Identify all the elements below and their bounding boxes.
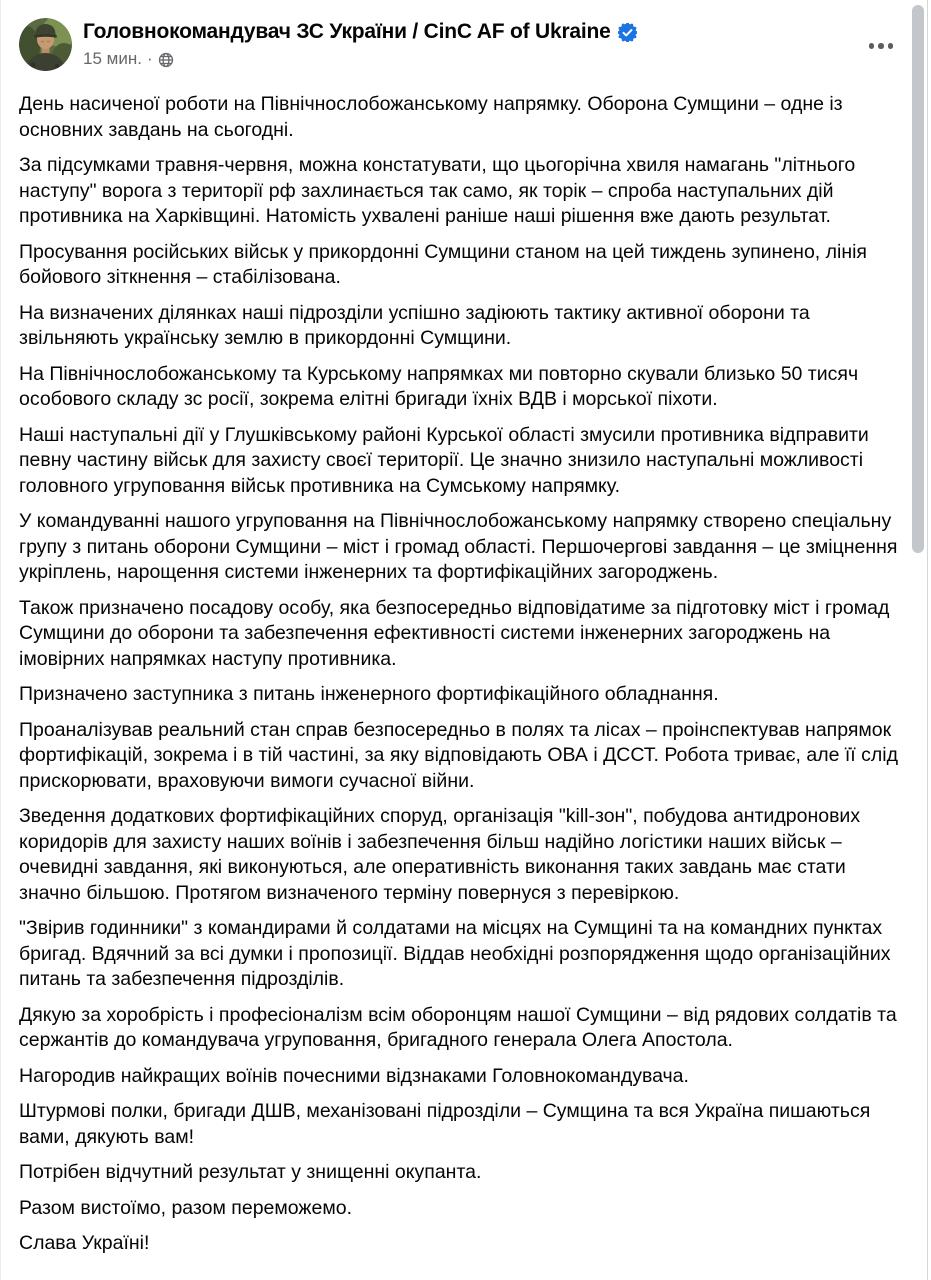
window-edge-divider bbox=[927, 0, 928, 1280]
globe-public-icon bbox=[158, 52, 174, 68]
post-paragraph: Зведення додаткових фортифікаційних споруд, організація "kill-зон", побудова антидронових коридорів для захисту наших воїнів і забезпечення більш надійно логістики наших військ – очевидні завдання, які виконуються, але оперативність виконання таких завдань має стати значно більшою. Протягом визначеного терміну повернуся з перевіркою. bbox=[19, 805, 861, 904]
three-dots-menu-icon bbox=[888, 43, 894, 49]
post-paragraph: Проаналізував реальний стан справ безпосередньо в полях та лісах – проінспектував напрямок фортифікацій, зокрема і в тій частині, за яку відповідають ОВА і ДССТ. Робота триває, але її слід прискорювати, враховуючи вимоги сучасної війни. bbox=[19, 718, 898, 792]
post-options-button[interactable] bbox=[863, 31, 900, 61]
name-row bbox=[83, 20, 863, 44]
page-name-link[interactable]: Головнокомандувач ЗС України / CinC AF of Ukraine bbox=[83, 20, 611, 43]
post-body bbox=[19, 92, 901, 1257]
post-paragraph: На визначених ділянках наші підрозділи успішно задіюють тактику активної оборони та звільняють українську землю в прикордонні Сумщини. bbox=[19, 301, 810, 349]
avatar-photo-icon bbox=[19, 18, 72, 71]
post-paragraph: День насиченої роботи на Північнослобожанському напрямку. Оборона Сумщини – одне із основних завдань на сьогодні. bbox=[19, 93, 843, 141]
timestamp-link[interactable]: 15 мин. bbox=[83, 49, 142, 68]
verified-badge-icon bbox=[618, 23, 637, 42]
post-header bbox=[19, 18, 901, 71]
three-dots-menu-icon bbox=[869, 43, 875, 49]
meta-separator: · bbox=[146, 49, 153, 68]
post-paragraph: Просування російських військ у прикордонні Сумщини станом на цей тиждень зупинено, лінія бойового зіткнення – стабілізована. bbox=[19, 240, 867, 288]
avatar[interactable] bbox=[19, 18, 72, 71]
post-paragraph: Наші наступальні дії у Глушківському районі Курської області змусили противника відправити певну частину військ для захисту своєї території. Це значно знизило наступальні можливості головного угруповання військ противника на Сумському напрямку. bbox=[19, 423, 869, 497]
meta-row bbox=[83, 50, 863, 68]
post-paragraph: За підсумками травня-червня, можна констатувати, що цьогорічна хвиля намагань "літнього наступу" ворога з території рф захлинається так само, як торік – спроба наступальних дій противника на Харківщині. Натомість ухвалені раніше наші рішення вже дають результат. bbox=[19, 154, 856, 227]
post-paragraph: Слава Україні! bbox=[19, 1232, 150, 1254]
post-paragraph: Потрібен відчутний результат у знищенні окупанта. bbox=[19, 1161, 482, 1183]
post-paragraph: Також призначено посадову особу, яка безпосередньо відповідатиме за підготовку міст і громад Сумщини до оборони та забезпечення ефективності системи інженерних загороджень на імовірних напрямках наступу противника. bbox=[19, 596, 890, 670]
post-paragraph: "Звірив годинники" з командирами й солдатами на місцях на Сумщині та на командних пунктах бригад. Вдячний за всі думки і пропозиції. Віддав необхідні розпорядження щодо організаційних питань та забезпечення підрозділів. bbox=[19, 917, 891, 990]
vertical-scrollbar[interactable] bbox=[912, 5, 924, 553]
post-paragraph: Дякую за хоробрість і професіоналізм всім оборонцям нашої Сумщини – від рядових солдатів та сержантів до командувача угруповання, бригадного генерала Олега Апостола. bbox=[19, 1003, 897, 1051]
post-paragraph: Штурмові полки, бригади ДШВ, механізовані підрозділи – Сумщина та вся Україна пишаються вами, дякують вам! bbox=[19, 1100, 871, 1148]
header-text-block bbox=[83, 18, 863, 68]
post-paragraph: У командуванні нашого угруповання на Північнослобожанському напрямку створено спеціальну групу з питань оборони Сумщини – міст і громад області. Першочергові завдання – це зміцнення укріплень, нарощення системи інженерних та фортифікаційних загороджень. bbox=[19, 510, 898, 583]
three-dots-menu-icon bbox=[878, 43, 884, 49]
post-paragraph: На Північнослобожанському та Курському напрямках ми повторно скували близько 50 тисяч особового складу зс росії, зокрема елітні бригади їхніх ВДВ і морської піхоти. bbox=[19, 362, 859, 410]
facebook-post bbox=[1, 0, 931, 1257]
post-paragraph: Призначено заступника з питань інженерного фортифікаційного обладнання. bbox=[19, 683, 719, 705]
post-paragraph: Разом вистоїмо, разом переможемо. bbox=[19, 1196, 352, 1219]
post-paragraph: Нагородив найкращих воїнів почесними відзнаками Головнокомандувача. bbox=[19, 1064, 689, 1087]
